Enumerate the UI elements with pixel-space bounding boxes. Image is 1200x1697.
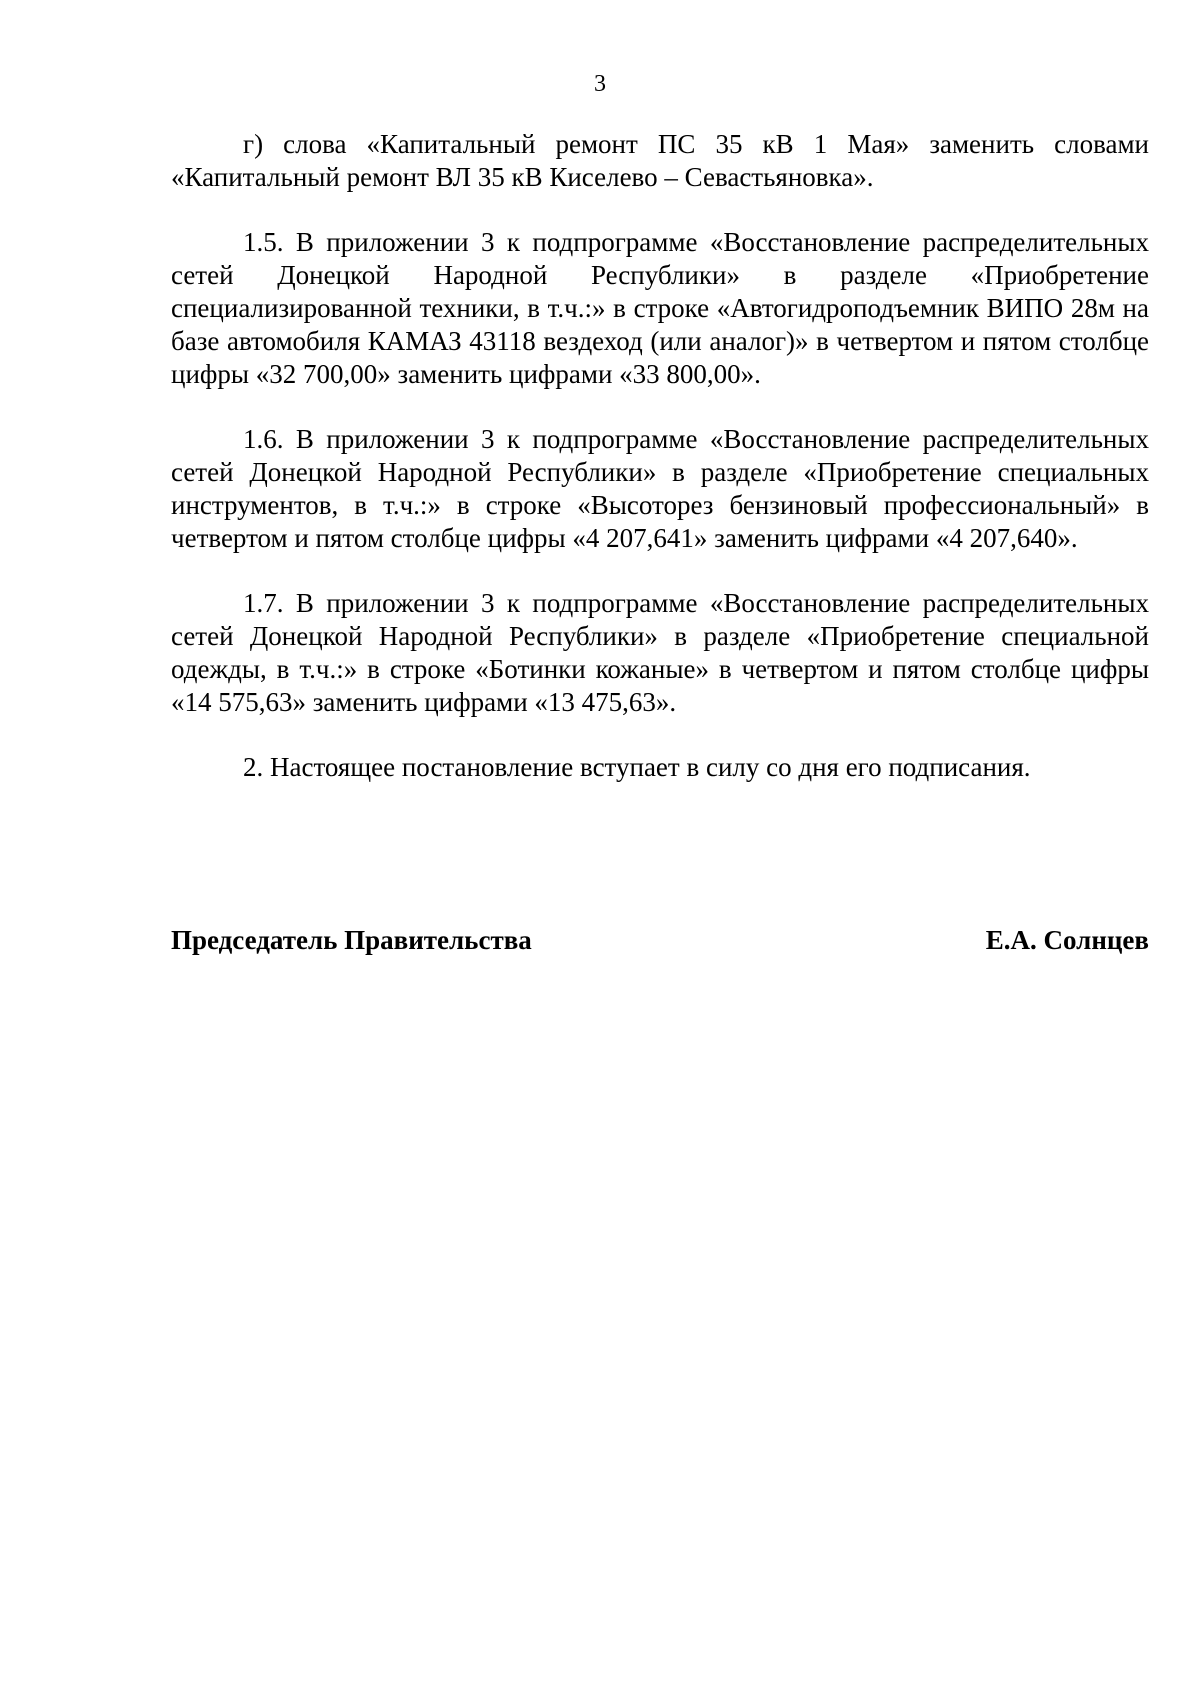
signatory-name: Е.А. Солнцев — [985, 925, 1149, 955]
page-number: 3 — [594, 71, 606, 97]
paragraph-2-effective-date: 2. Настоящее постановление вступает в силу со дня его подписания. — [243, 752, 1031, 782]
document-body — [171, 128, 1149, 816]
paragraph-1-6: 1.6. В приложении 3 к подпрограмме «Восстановление распределительных сетей Донецкой Народной Республики» в разделе «Приобретение специальных инструментов, в т.ч.:» в строке «Высоторез бензиновый профессиональный» в четвертом и пятом столбце цифры «4 207,641» заменить цифрами «4 207,640». — [171, 424, 1149, 553]
paragraph-1-7: 1.7. В приложении 3 к подпрограмме «Восстановление распределительных сетей Донецкой Народной Республики» в разделе «Приобретение специальной одежды, в т.ч.:» в строке «Ботинки кожаные» в четвертом и пятом столбце цифры «14 575,63» заменить цифрами «13 475,63». — [171, 588, 1149, 717]
signature-block — [171, 924, 1149, 957]
paragraph-g-replacement: г) слова «Капитальный ремонт ПС 35 кВ 1 Мая» заменить словами «Капитальный ремонт ВЛ 35 кВ Киселево – Севастьяновка». — [171, 129, 1149, 192]
paragraph-1-5: 1.5. В приложении 3 к подпрограмме «Восстановление распределительных сетей Донецкой Народной Республики» в разделе «Приобретение специализированной техники, в т.ч.:» в строке «Автогидроподъемник ВИПО 28м на базе автомобиля КАМАЗ 43118 вездеход (или аналог)» в четвертом и пятом столбце цифры «32 700,00» заменить цифрами «33 800,00». — [171, 227, 1149, 389]
signatory-position: Председатель Правительства — [171, 925, 532, 955]
